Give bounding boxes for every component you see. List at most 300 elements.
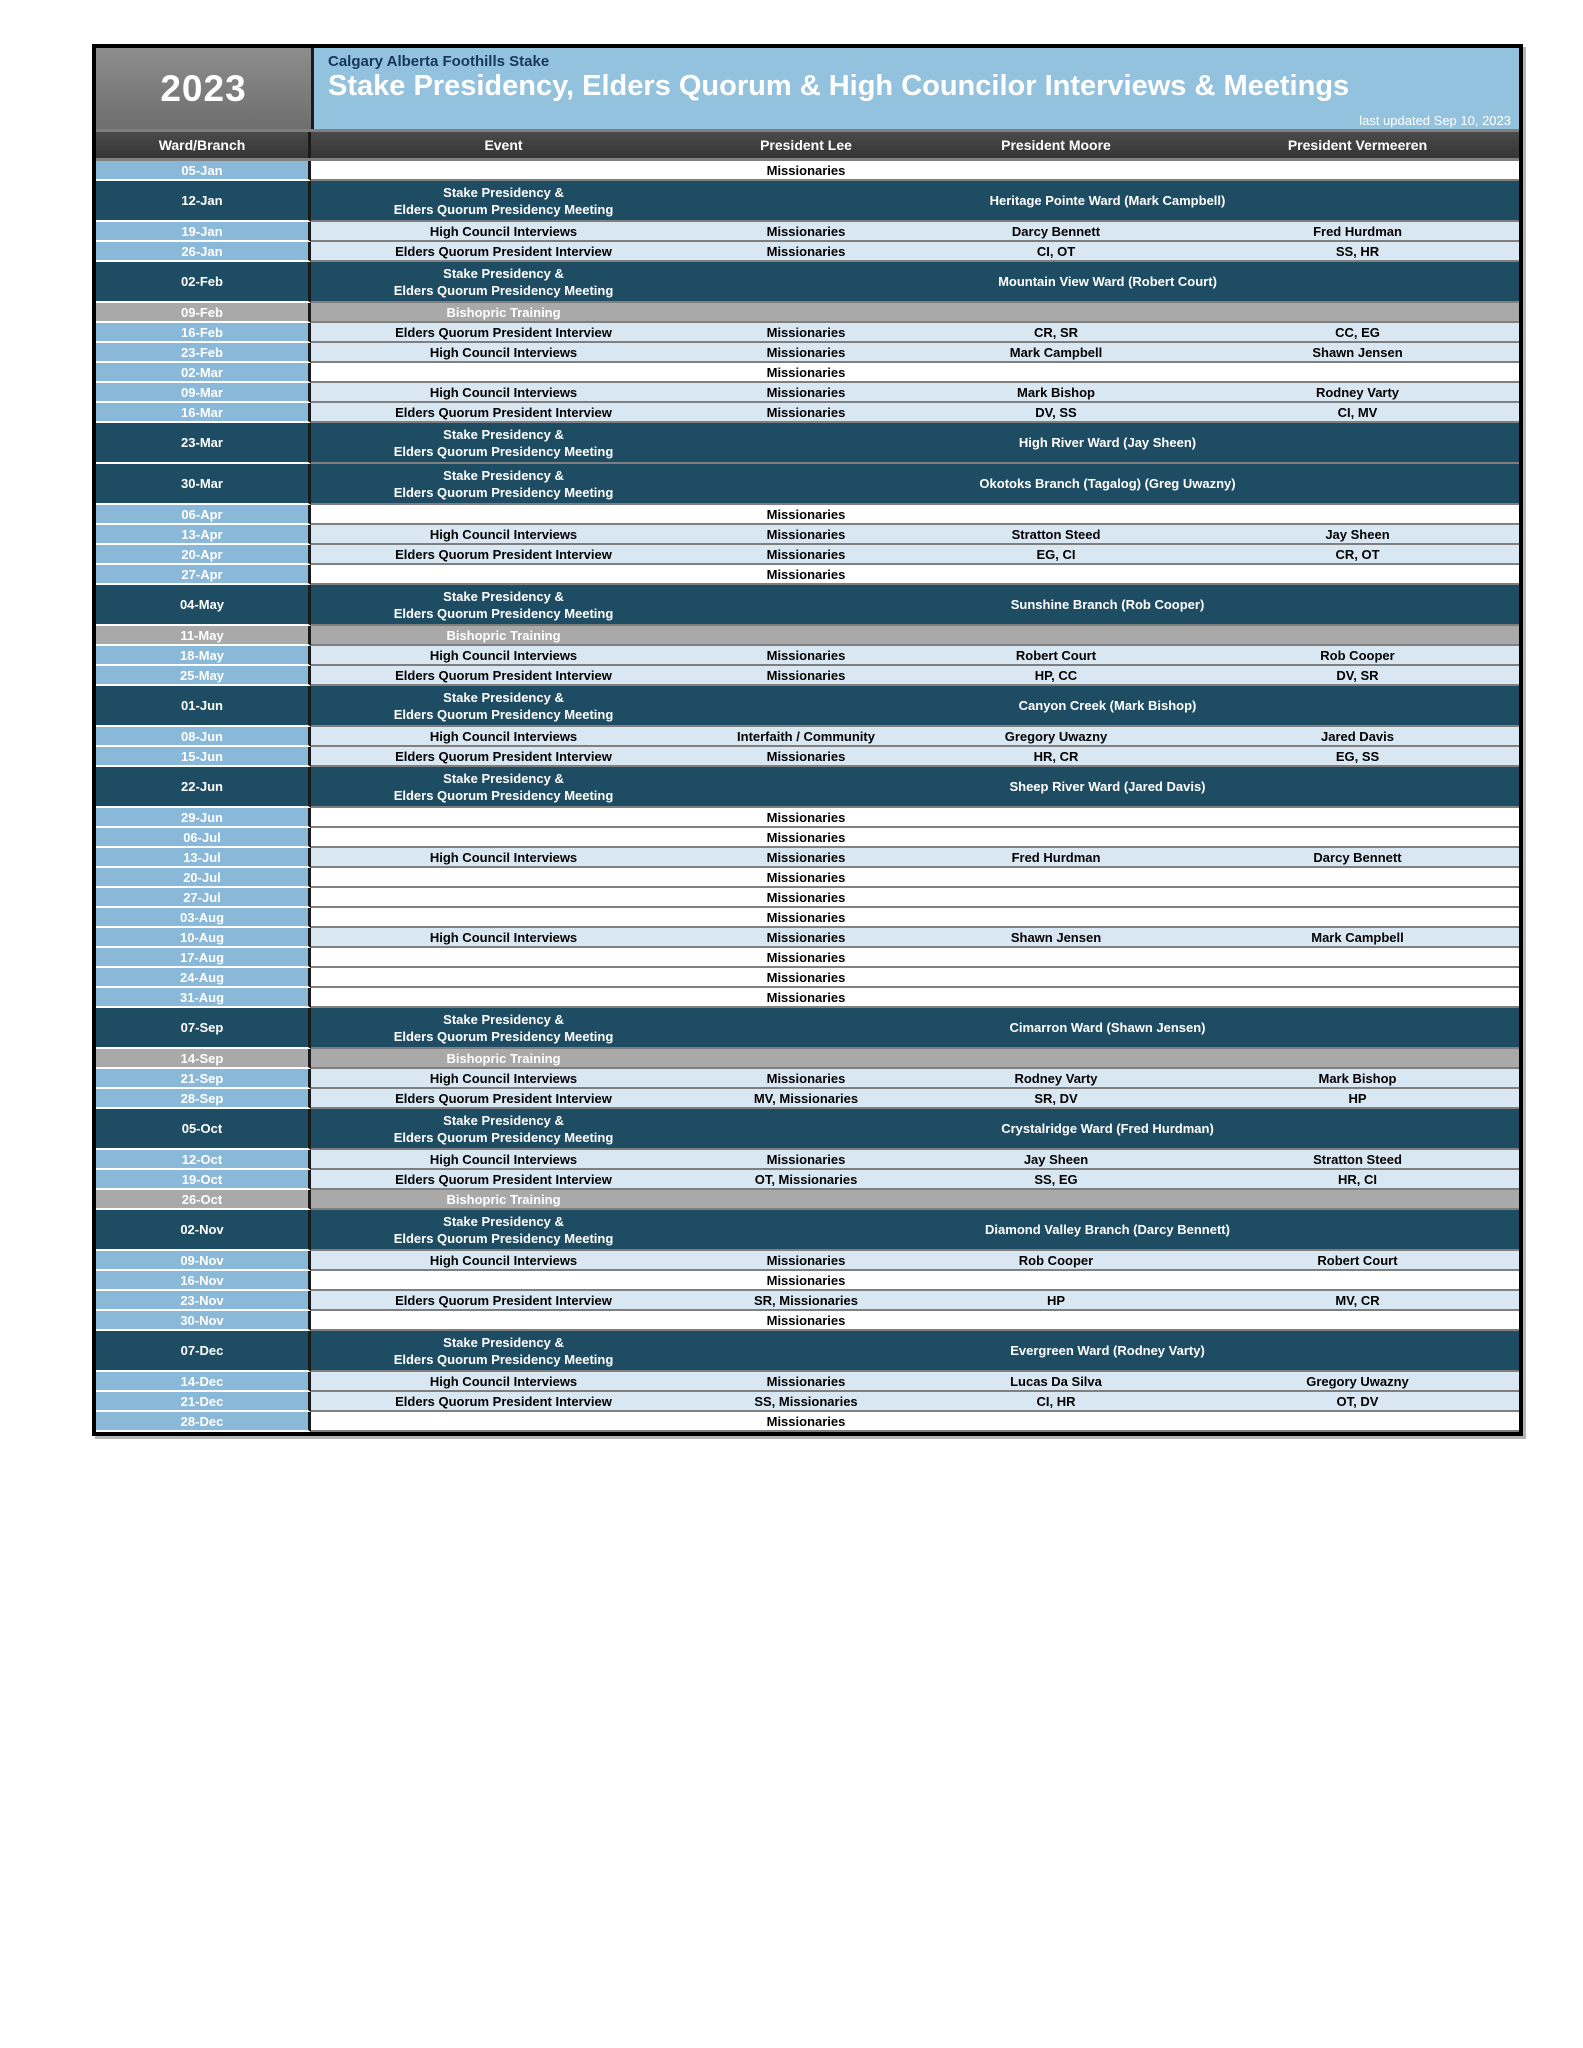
date-cell: 14-Dec — [96, 1372, 311, 1392]
event-cell — [311, 161, 696, 179]
row-content — [311, 1392, 1519, 1412]
table-row — [96, 1372, 1519, 1392]
president-lee-cell: Missionaries — [766, 1413, 846, 1429]
date-cell: 12-Oct — [96, 1150, 311, 1170]
event-line-2: Elders Quorum Presidency Meeting — [393, 201, 614, 217]
row-content — [311, 181, 1519, 222]
row-content — [311, 1089, 1519, 1109]
row-content — [311, 585, 1519, 626]
table-row — [96, 525, 1519, 545]
table-row — [96, 464, 1519, 505]
event-cell: Bishopric Training — [446, 627, 561, 643]
event-cell — [311, 1331, 696, 1370]
row-content — [311, 303, 1519, 323]
president-vermeeren-cell: CI, MV — [1337, 404, 1378, 420]
date-cell: 27-Jul — [96, 888, 311, 908]
president-moore-cell: Rodney Varty — [1014, 1070, 1098, 1086]
event-line-1: Stake Presidency & — [443, 426, 564, 442]
date-cell: 05-Oct — [96, 1109, 311, 1150]
event-cell — [311, 808, 696, 826]
president-moore-cell — [916, 1271, 1196, 1289]
row-content — [311, 1150, 1519, 1170]
table-row — [96, 988, 1519, 1008]
president-moore-cell: Shawn Jensen — [1010, 929, 1102, 945]
event-cell: Elders Quorum President Interview — [395, 667, 612, 683]
date-cell: 09-Nov — [96, 1251, 311, 1271]
president-vermeeren-cell — [1196, 988, 1519, 1006]
president-lee-cell: Missionaries — [766, 969, 846, 985]
date-cell: 09-Mar — [96, 383, 311, 403]
table-row — [96, 747, 1519, 767]
president-lee-cell: Missionaries — [766, 364, 846, 380]
date-cell: 22-Jun — [96, 767, 311, 808]
event-cell — [311, 262, 696, 301]
row-content — [311, 646, 1519, 666]
row-content — [311, 383, 1519, 403]
president-lee-cell: Missionaries — [766, 1252, 846, 1268]
row-content — [311, 363, 1519, 383]
row-content — [311, 403, 1519, 423]
date-cell: 08-Jun — [96, 727, 311, 747]
row-content — [311, 727, 1519, 747]
table-row — [96, 727, 1519, 747]
row-content — [311, 1190, 1519, 1210]
table-row — [96, 585, 1519, 626]
president-lee-cell: Missionaries — [766, 546, 846, 562]
president-vermeeren-cell — [1196, 565, 1519, 583]
ward-cell: Heritage Pointe Ward (Mark Campbell) — [989, 193, 1226, 208]
table-row — [96, 1251, 1519, 1271]
date-cell: 19-Jan — [96, 222, 311, 242]
president-lee-cell: Missionaries — [766, 949, 846, 965]
event-line-2: Elders Quorum Presidency Meeting — [393, 1230, 614, 1246]
date-cell: 16-Nov — [96, 1271, 311, 1291]
president-moore-cell: Gregory Uwazny — [1004, 728, 1108, 744]
president-moore-cell: Fred Hurdman — [1011, 849, 1101, 865]
president-lee-cell: SS, Missionaries — [754, 1393, 858, 1409]
event-cell — [311, 1311, 696, 1329]
row-content — [311, 1069, 1519, 1089]
date-cell: 07-Sep — [96, 1008, 311, 1049]
president-moore-cell — [916, 363, 1196, 381]
president-vermeeren-cell: Robert Court — [1317, 1252, 1398, 1268]
table-row — [96, 1089, 1519, 1109]
row-content — [311, 1251, 1519, 1271]
president-vermeeren-cell: HP — [1348, 1090, 1367, 1106]
president-vermeeren-cell — [1196, 828, 1519, 846]
president-lee-cell: Missionaries — [766, 404, 846, 420]
president-lee-cell: Missionaries — [766, 809, 846, 825]
table-row — [96, 1008, 1519, 1049]
ward-cell: Okotoks Branch (Tagalog) (Greg Uwazny) — [979, 476, 1236, 491]
president-moore-cell: HP, CC — [1034, 667, 1078, 683]
event-line-2: Elders Quorum Presidency Meeting — [393, 484, 614, 500]
date-cell: 24-Aug — [96, 968, 311, 988]
table-row — [96, 686, 1519, 727]
president-vermeeren-cell — [1196, 968, 1519, 986]
date-cell: 13-Apr — [96, 525, 311, 545]
president-moore-cell: Mark Bishop — [1016, 384, 1095, 400]
row-content — [311, 1311, 1519, 1331]
president-vermeeren-cell: CC, EG — [1335, 324, 1380, 340]
event-cell: High Council Interviews — [429, 526, 578, 542]
date-cell: 18-May — [96, 646, 311, 666]
date-cell: 29-Jun — [96, 808, 311, 828]
president-vermeeren-cell: CR, OT — [1335, 546, 1380, 562]
president-moore-cell — [916, 988, 1196, 1006]
president-lee-cell: Missionaries — [766, 1373, 846, 1389]
president-lee-cell: MV, Missionaries — [753, 1090, 859, 1106]
column-header-event: Event — [484, 137, 523, 153]
president-moore-cell: DV, SS — [1035, 404, 1077, 420]
table-row — [96, 1190, 1519, 1210]
president-moore-cell: Stratton Steed — [1011, 526, 1101, 542]
row-content — [311, 888, 1519, 908]
date-cell: 23-Feb — [96, 343, 311, 363]
event-cell: Elders Quorum President Interview — [395, 1090, 612, 1106]
table-row — [96, 181, 1519, 222]
last-updated-label: last updated Sep 10, 2023 — [1359, 113, 1511, 128]
rows — [96, 161, 1519, 1432]
president-vermeeren-cell — [1196, 161, 1519, 179]
event-cell: High Council Interviews — [429, 929, 578, 945]
event-line-1: Stake Presidency & — [443, 265, 564, 281]
president-moore-cell: EG, CI — [1036, 546, 1076, 562]
table-row — [96, 545, 1519, 565]
row-content — [311, 525, 1519, 545]
row-content — [311, 948, 1519, 968]
president-moore-cell: Mark Campbell — [1009, 344, 1103, 360]
president-lee-cell: Missionaries — [766, 1151, 846, 1167]
president-lee-cell: Missionaries — [766, 849, 846, 865]
row-content — [311, 242, 1519, 262]
table-row — [96, 1109, 1519, 1150]
date-cell: 14-Sep — [96, 1049, 311, 1069]
table-row — [96, 1291, 1519, 1311]
table-row — [96, 848, 1519, 868]
event-cell — [311, 686, 696, 725]
table-row — [96, 888, 1519, 908]
event-cell: High Council Interviews — [429, 344, 578, 360]
table-row — [96, 928, 1519, 948]
date-cell: 23-Mar — [96, 423, 311, 464]
event-cell — [311, 1412, 696, 1430]
filler-cell — [696, 1049, 1519, 1067]
date-cell: 04-May — [96, 585, 311, 626]
event-line-1: Stake Presidency & — [443, 1334, 564, 1350]
event-line-1: Stake Presidency & — [443, 1213, 564, 1229]
president-vermeeren-cell — [1196, 1271, 1519, 1289]
date-cell: 17-Aug — [96, 948, 311, 968]
president-lee-cell: Missionaries — [766, 989, 846, 1005]
event-cell: High Council Interviews — [429, 1252, 578, 1268]
date-cell: 21-Sep — [96, 1069, 311, 1089]
president-vermeeren-cell: OT, DV — [1336, 1393, 1379, 1409]
table-row — [96, 565, 1519, 585]
row-content — [311, 868, 1519, 888]
president-moore-cell — [916, 1311, 1196, 1329]
president-vermeeren-cell — [1196, 888, 1519, 906]
column-header-row — [96, 132, 1519, 161]
date-cell: 16-Mar — [96, 403, 311, 423]
event-cell — [311, 181, 696, 220]
event-line-1: Stake Presidency & — [443, 184, 564, 200]
event-cell — [311, 888, 696, 906]
president-vermeeren-cell: Jay Sheen — [1325, 526, 1390, 542]
row-content — [311, 928, 1519, 948]
row-content — [311, 988, 1519, 1008]
president-lee-cell: Missionaries — [766, 384, 846, 400]
president-moore-cell: HP — [1046, 1292, 1066, 1308]
date-cell: 30-Mar — [96, 464, 311, 505]
president-vermeeren-cell — [1196, 1311, 1519, 1329]
president-vermeeren-cell — [1196, 363, 1519, 381]
president-moore-cell: CR, SR — [1033, 324, 1079, 340]
row-content — [311, 828, 1519, 848]
date-cell: 23-Nov — [96, 1291, 311, 1311]
row-content — [311, 1210, 1519, 1251]
date-cell: 26-Jan — [96, 242, 311, 262]
president-moore-cell — [916, 968, 1196, 986]
row-content — [311, 747, 1519, 767]
event-cell: High Council Interviews — [429, 1373, 578, 1389]
president-vermeeren-cell: DV, SR — [1336, 667, 1379, 683]
date-cell: 28-Sep — [96, 1089, 311, 1109]
table-row — [96, 1150, 1519, 1170]
year-badge: 2023 — [96, 48, 314, 129]
table-row — [96, 666, 1519, 686]
president-moore-cell: Darcy Bennett — [1011, 223, 1101, 239]
ward-cell: Diamond Valley Branch (Darcy Bennett) — [985, 1222, 1230, 1237]
president-vermeeren-cell: Mark Campbell — [1311, 929, 1404, 945]
president-lee-cell: Missionaries — [766, 243, 846, 259]
president-vermeeren-cell: Rob Cooper — [1320, 647, 1395, 663]
row-content — [311, 1049, 1519, 1069]
president-moore-cell — [916, 828, 1196, 846]
president-lee-cell: Missionaries — [766, 889, 846, 905]
president-moore-cell — [916, 888, 1196, 906]
president-lee-cell: Missionaries — [766, 1272, 846, 1288]
event-cell: High Council Interviews — [429, 1070, 578, 1086]
president-moore-cell: Lucas Da Silva — [1010, 1373, 1102, 1389]
president-moore-cell: Rob Cooper — [1018, 1252, 1094, 1268]
table-row — [96, 1311, 1519, 1331]
date-cell: 12-Jan — [96, 181, 311, 222]
event-cell — [311, 968, 696, 986]
event-cell: Elders Quorum President Interview — [395, 1292, 612, 1308]
event-cell: Elders Quorum President Interview — [395, 546, 612, 562]
event-cell — [311, 828, 696, 846]
row-content — [311, 1109, 1519, 1150]
ward-cell: Canyon Creek (Mark Bishop) — [1018, 698, 1197, 713]
event-line-2: Elders Quorum Presidency Meeting — [393, 787, 614, 803]
event-cell: Bishopric Training — [446, 1191, 561, 1207]
event-cell — [311, 948, 696, 966]
date-cell: 09-Feb — [96, 303, 311, 323]
table-row — [96, 323, 1519, 343]
event-cell: Elders Quorum President Interview — [395, 243, 612, 259]
event-cell: Elders Quorum President Interview — [395, 324, 612, 340]
president-lee-cell: SR, Missionaries — [753, 1292, 859, 1308]
row-content — [311, 908, 1519, 928]
president-moore-cell — [916, 1412, 1196, 1430]
event-line-1: Stake Presidency & — [443, 1112, 564, 1128]
president-vermeeren-cell — [1196, 1412, 1519, 1430]
president-vermeeren-cell — [1196, 908, 1519, 926]
date-cell: 15-Jun — [96, 747, 311, 767]
event-line-1: Stake Presidency & — [443, 1011, 564, 1027]
president-lee-cell: Interfaith / Community — [737, 728, 875, 744]
president-vermeeren-cell: Stratton Steed — [1313, 1151, 1402, 1167]
event-line-2: Elders Quorum Presidency Meeting — [393, 1129, 614, 1145]
president-moore-cell: CI, HR — [1036, 1393, 1076, 1409]
president-vermeeren-cell: HR, CI — [1338, 1171, 1377, 1187]
president-moore-cell — [916, 505, 1196, 523]
table-row — [96, 1392, 1519, 1412]
president-lee-cell: Missionaries — [766, 909, 846, 925]
row-content — [311, 1170, 1519, 1190]
table-row — [96, 808, 1519, 828]
event-cell — [311, 565, 696, 583]
date-cell: 06-Jul — [96, 828, 311, 848]
president-lee-cell: Missionaries — [766, 566, 846, 582]
event-line-1: Stake Presidency & — [443, 770, 564, 786]
row-content — [311, 545, 1519, 565]
event-line-2: Elders Quorum Presidency Meeting — [393, 605, 614, 621]
president-lee-cell: Missionaries — [766, 1312, 846, 1328]
president-moore-cell — [916, 161, 1196, 179]
president-vermeeren-cell: Rodney Varty — [1315, 384, 1400, 400]
date-cell: 16-Feb — [96, 323, 311, 343]
president-moore-cell — [916, 808, 1196, 826]
column-header-ward-branch: Ward/Branch — [96, 132, 311, 158]
row-content — [311, 464, 1519, 505]
president-lee-cell: Missionaries — [766, 829, 846, 845]
date-cell: 30-Nov — [96, 1311, 311, 1331]
event-cell — [311, 1210, 696, 1249]
date-cell: 10-Aug — [96, 928, 311, 948]
row-content — [311, 767, 1519, 808]
president-vermeeren-cell — [1196, 505, 1519, 523]
event-cell: Elders Quorum President Interview — [395, 404, 612, 420]
president-vermeeren-cell — [1196, 868, 1519, 886]
date-cell: 19-Oct — [96, 1170, 311, 1190]
president-vermeeren-cell: MV, CR — [1335, 1292, 1380, 1308]
date-cell: 20-Jul — [96, 868, 311, 888]
title-area — [314, 48, 1519, 129]
table-row — [96, 1210, 1519, 1251]
date-cell: 20-Apr — [96, 545, 311, 565]
column-header-president-moore: President Moore — [1001, 137, 1111, 153]
row-content — [311, 1271, 1519, 1291]
event-cell — [311, 908, 696, 926]
table-row — [96, 1412, 1519, 1432]
event-cell: High Council Interviews — [429, 849, 578, 865]
event-line-1: Stake Presidency & — [443, 588, 564, 604]
president-lee-cell: Missionaries — [766, 324, 846, 340]
date-cell: 02-Mar — [96, 363, 311, 383]
row-content — [311, 686, 1519, 727]
date-cell: 28-Dec — [96, 1412, 311, 1432]
row-content — [311, 968, 1519, 988]
ward-cell: Cimarron Ward (Shawn Jensen) — [1009, 1020, 1206, 1035]
table-row — [96, 262, 1519, 303]
column-header-president-lee: President Lee — [760, 137, 852, 153]
table-row — [96, 868, 1519, 888]
event-cell: Bishopric Training — [446, 1050, 561, 1066]
event-cell — [311, 505, 696, 523]
table-row — [96, 767, 1519, 808]
row-content — [311, 848, 1519, 868]
president-moore-cell — [916, 565, 1196, 583]
event-cell — [311, 868, 696, 886]
president-moore-cell — [916, 868, 1196, 886]
row-content — [311, 1372, 1519, 1392]
table-row — [96, 626, 1519, 646]
header-band — [96, 48, 1519, 132]
event-cell — [311, 767, 696, 806]
table-row — [96, 908, 1519, 928]
president-lee-cell: Missionaries — [766, 667, 846, 683]
page-title: Stake Presidency, Elders Quorum & High Councilor Interviews & Meetings — [328, 70, 1350, 102]
president-lee-cell: Missionaries — [766, 647, 846, 663]
event-cell: High Council Interviews — [429, 223, 578, 239]
row-content — [311, 1291, 1519, 1311]
president-moore-cell: SS, EG — [1034, 1171, 1078, 1187]
president-vermeeren-cell: Jared Davis — [1321, 728, 1394, 744]
president-vermeeren-cell: Shawn Jensen — [1312, 344, 1403, 360]
date-cell: 02-Nov — [96, 1210, 311, 1251]
table-row — [96, 423, 1519, 464]
president-lee-cell: Missionaries — [766, 869, 846, 885]
ward-cell: Evergreen Ward (Rodney Varty) — [1010, 1343, 1205, 1358]
event-line-2: Elders Quorum Presidency Meeting — [393, 282, 614, 298]
event-cell: High Council Interviews — [429, 384, 578, 400]
date-cell: 21-Dec — [96, 1392, 311, 1412]
president-vermeeren-cell: SS, HR — [1335, 243, 1380, 259]
event-line-2: Elders Quorum Presidency Meeting — [393, 443, 614, 459]
row-content — [311, 323, 1519, 343]
event-line-2: Elders Quorum Presidency Meeting — [393, 706, 614, 722]
table-row — [96, 505, 1519, 525]
table-row — [96, 646, 1519, 666]
date-cell: 13-Jul — [96, 848, 311, 868]
row-content — [311, 626, 1519, 646]
president-vermeeren-cell: EG, SS — [1335, 748, 1380, 764]
row-content — [311, 808, 1519, 828]
event-cell: Elders Quorum President Interview — [395, 748, 612, 764]
table-row — [96, 383, 1519, 403]
event-cell — [311, 363, 696, 381]
event-cell: High Council Interviews — [429, 728, 578, 744]
president-lee-cell: Missionaries — [766, 526, 846, 542]
row-content — [311, 161, 1519, 181]
ward-cell: Crystalridge Ward (Fred Hurdman) — [1001, 1121, 1214, 1136]
president-moore-cell — [916, 948, 1196, 966]
column-header-president-vermeeren: President Vermeeren — [1287, 137, 1428, 153]
date-cell: 26-Oct — [96, 1190, 311, 1210]
table-row — [96, 222, 1519, 242]
table-row — [96, 1049, 1519, 1069]
president-lee-cell: Missionaries — [766, 929, 846, 945]
row-content — [311, 1008, 1519, 1049]
table-row — [96, 1271, 1519, 1291]
president-moore-cell: HR, CR — [1033, 748, 1079, 764]
event-cell — [311, 1008, 696, 1047]
date-cell: 11-May — [96, 626, 311, 646]
table-row — [96, 242, 1519, 262]
event-cell — [311, 1109, 696, 1148]
